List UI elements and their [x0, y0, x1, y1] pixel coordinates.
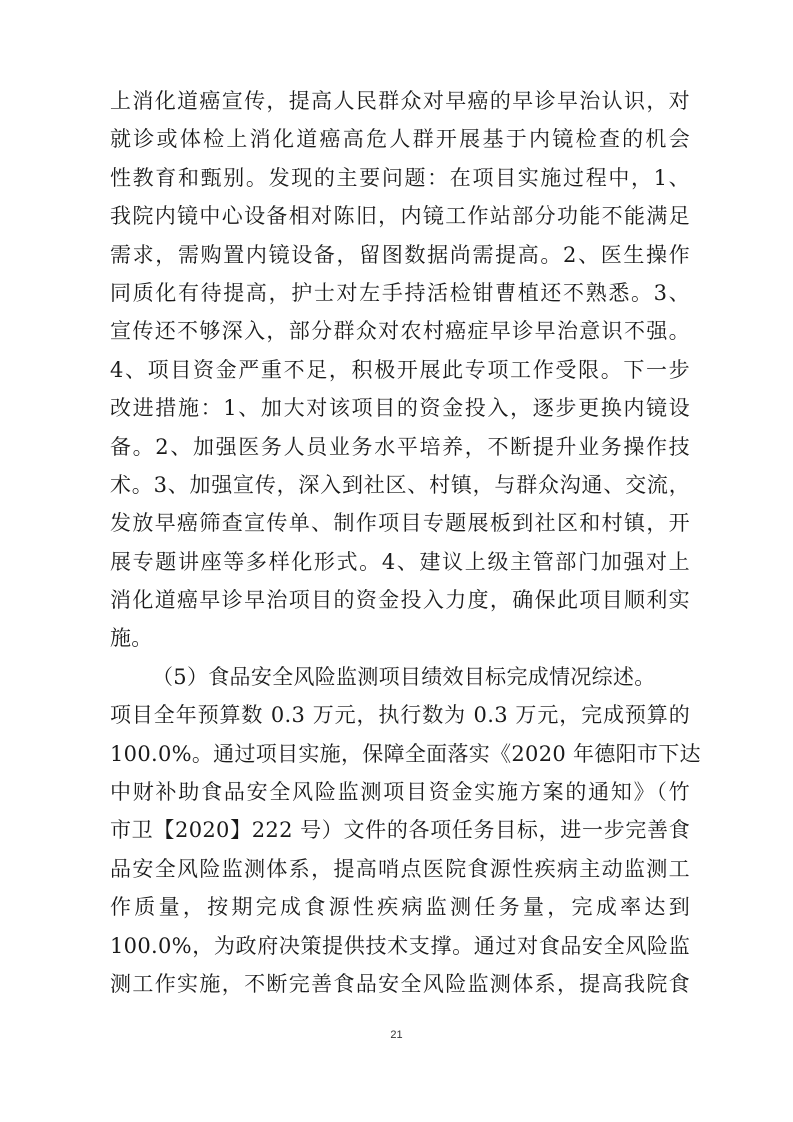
- body-text: [110, 82, 701, 1003]
- text-line: 展专题讲座等多样化形式。4、建议上级主管部门加强对上: [110, 549, 690, 574]
- text-line: 发放早癌筛查宣传单、制作项目专题展板到社区和村镇，开: [110, 511, 690, 536]
- text-line: 上消化道癌宣传，提高人民群众对早癌的早诊早治认识，对: [110, 89, 690, 113]
- text-line: 100.0%，为政府决策提供技术支撑。通过对食品安全风险监: [110, 933, 690, 958]
- text-line: 市卫【2020】222 号）文件的各项任务目标，进一步完善食: [110, 818, 690, 843]
- text-line: 中财补助食品安全风险监测项目资金实施方案的通知》（竹: [110, 780, 690, 805]
- page-number: 21: [390, 1029, 403, 1041]
- text-line: 改进措施：1、加大对该项目的资金投入，逐步更换内镜设: [110, 396, 690, 421]
- text-line: 品安全风险监测体系，提高哨点医院食源性疾病主动监测工: [110, 856, 690, 881]
- text-line: 术。3、加强宣传，深入到社区、村镇，与群众沟通、交流，: [110, 472, 690, 497]
- text-line: 我院内镜中心设备相对陈旧，内镜工作站部分功能不能满足: [110, 204, 690, 229]
- text-line: 备。2、加强医务人员业务水平培养，不断提升业务操作技: [110, 434, 690, 459]
- text-line: 同质化有待提高，护士对左手持活检钳曹植还不熟悉。3、: [110, 280, 690, 305]
- text-line: 项目全年预算数 0.3 万元，执行数为 0.3 万元，完成预算的: [110, 703, 690, 728]
- text-line: 消化道癌早诊早治项目的资金投入力度，确保此项目顺利实: [110, 588, 690, 613]
- text-line: 宣传还不够深入，部分群众对农村癌症早诊早治意识不强。: [110, 319, 690, 344]
- text-line: 就诊或体检上消化道癌高危人群开展基于内镜检查的机会: [110, 127, 690, 152]
- text-line: 需求，需购置内镜设备，留图数据尚需提高。2、医生操作: [110, 242, 690, 267]
- text-line: 性教育和甄别。发现的主要问题：在项目实施过程中，1、: [110, 165, 690, 190]
- section-heading-line: （5）食品安全风险监测项目绩效目标完成情况综述。: [152, 664, 656, 689]
- text-line: 测工作实施，不断完善食品安全风险监测体系，提高我院食: [110, 971, 690, 996]
- text-line: 作质量，按期完成食源性疾病监测任务量，完成率达到: [110, 895, 690, 920]
- text-line: 4、项目资金严重不足，积极开展此专项工作受限。下一步: [110, 357, 690, 382]
- paragraph-end-line: 施。: [110, 626, 153, 651]
- text-line: 100.0%。通过项目实施，保障全面落实《2020 年德阳市下达: [110, 741, 701, 766]
